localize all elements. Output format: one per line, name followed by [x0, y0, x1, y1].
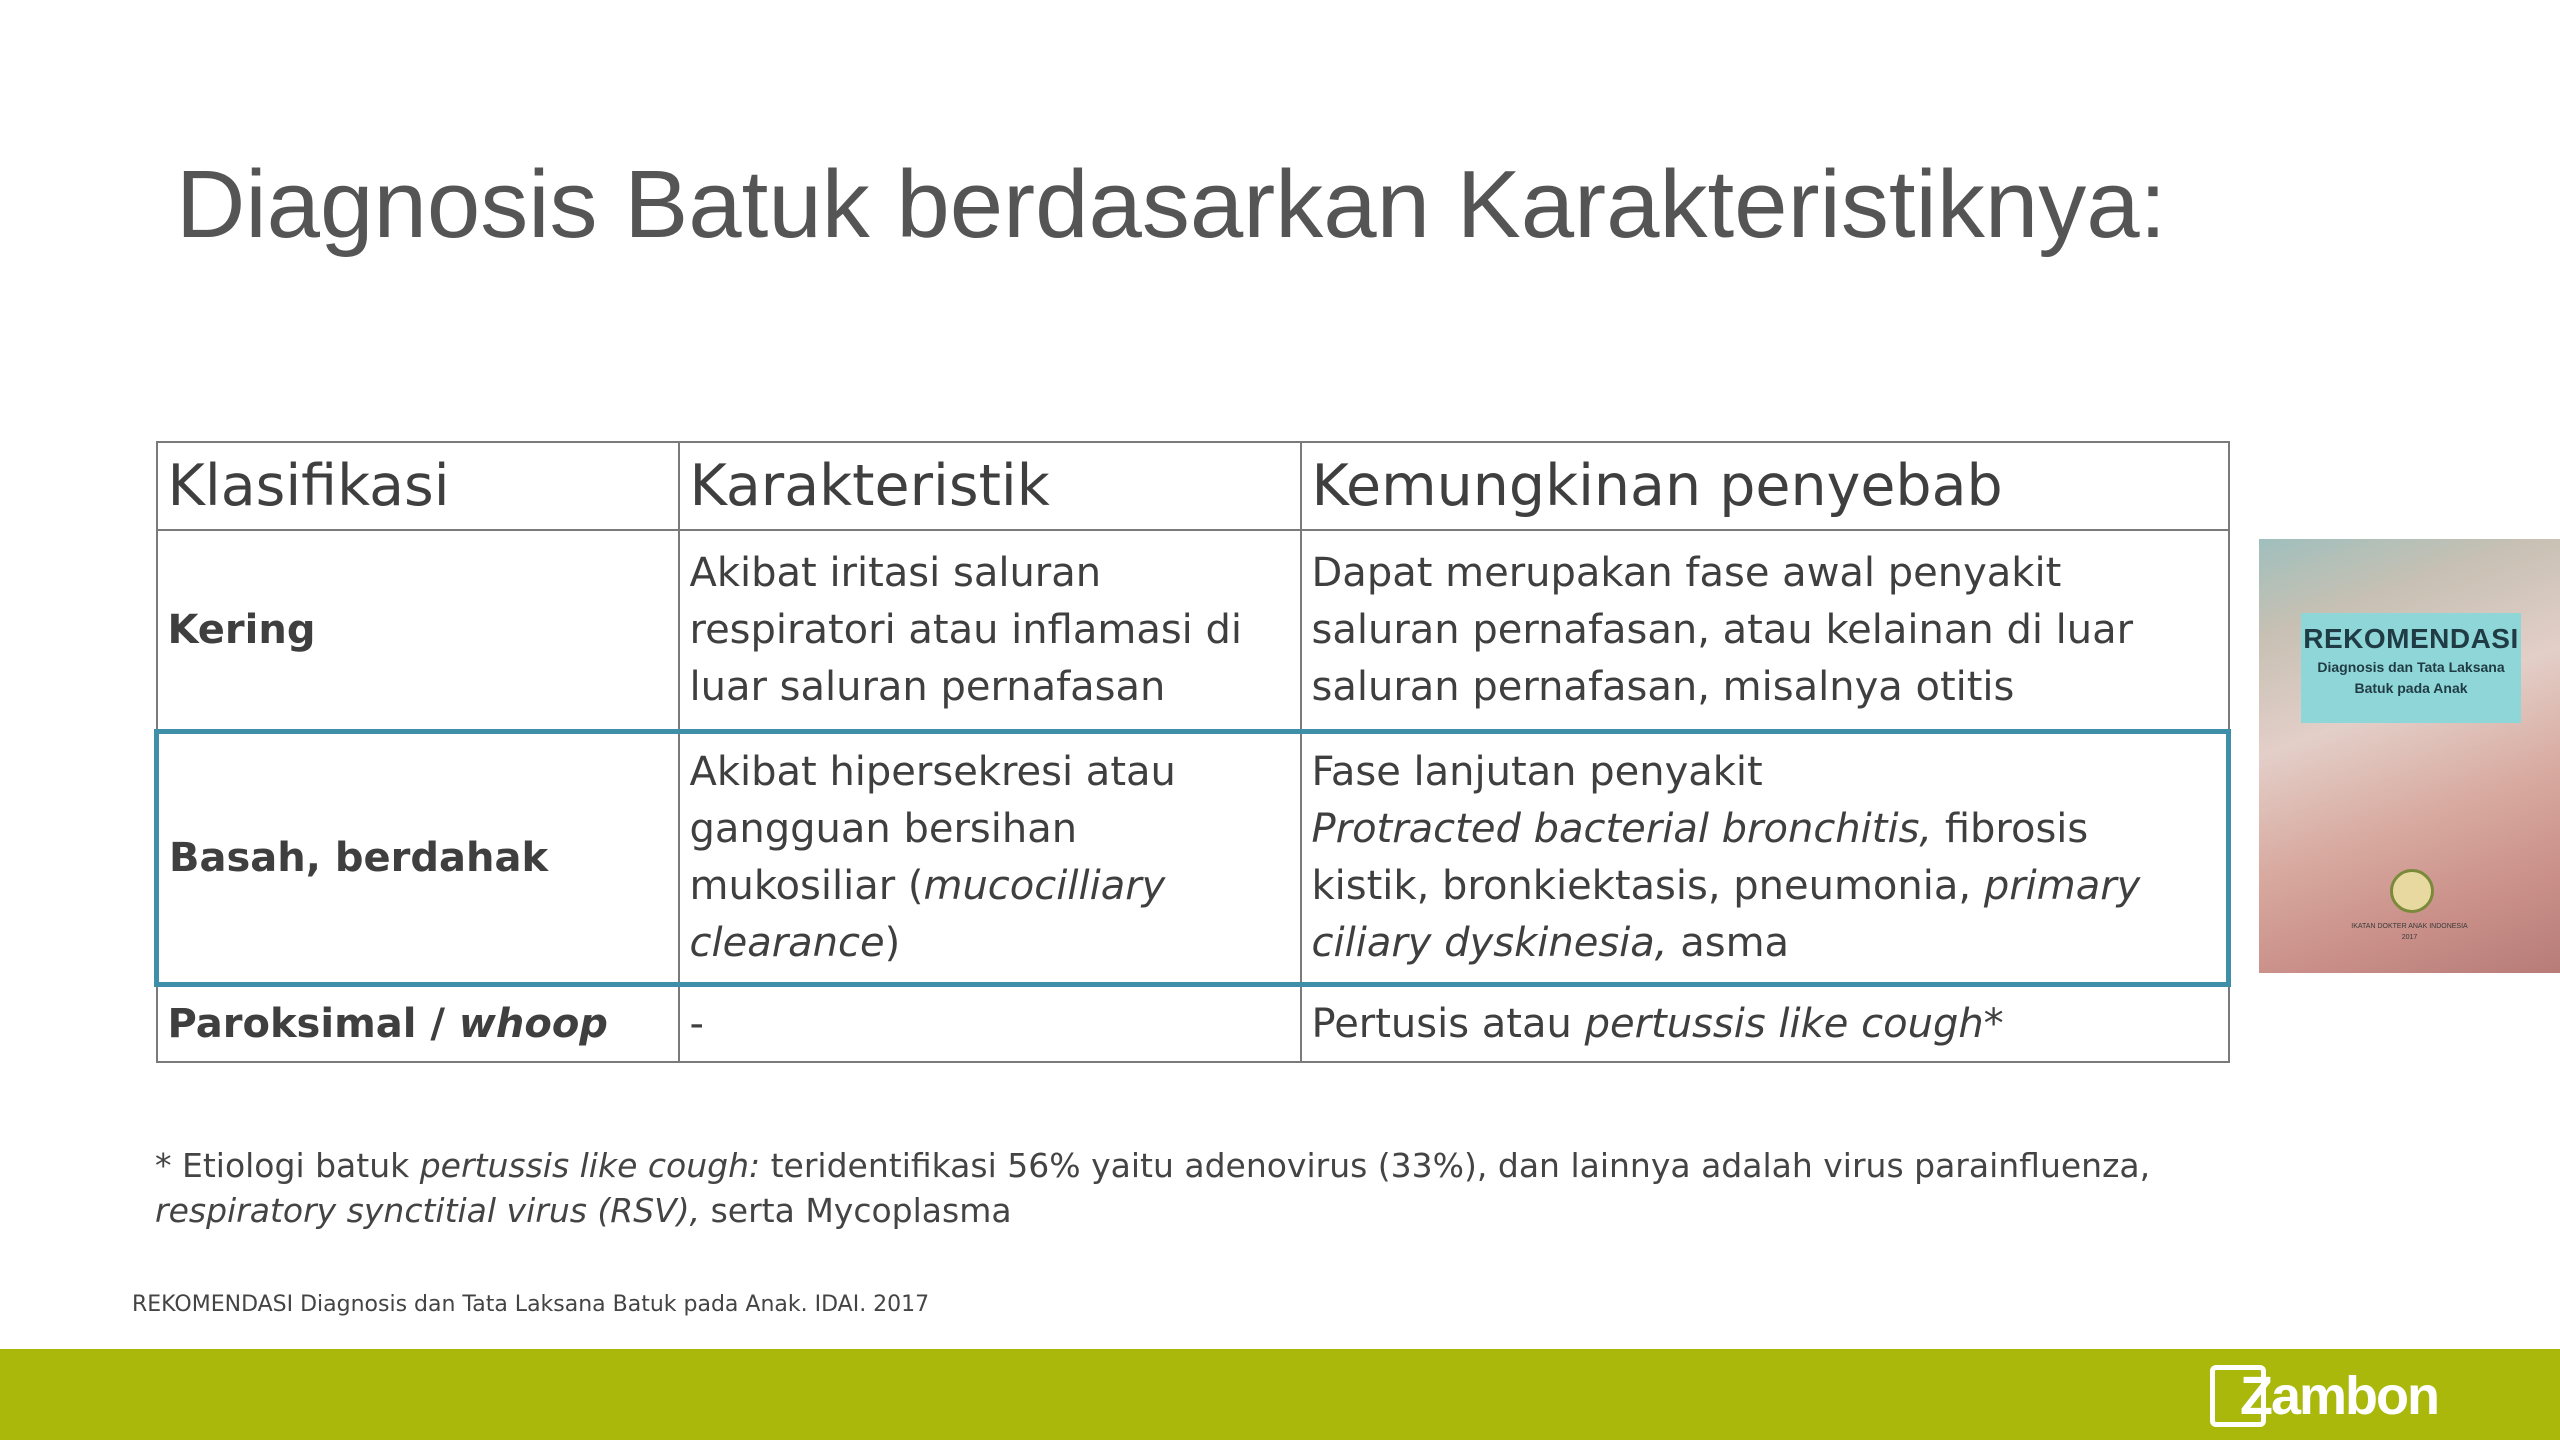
cover-publisher: IKATAN DOKTER ANAK INDONESIA [2351, 923, 2468, 930]
text-italic: mucocilliary clearance [689, 863, 1166, 966]
idai-seal-icon [2390, 869, 2434, 913]
book-cover-image [2259, 539, 2560, 973]
text-italic: primary ciliary dyskinesia, [1311, 863, 2141, 966]
cell-penyebab: Dapat merupakan fase awal penyakit saluran pernafasan, atau kelainan di luar saluran pernafasan, misalnya otitis [1301, 530, 2229, 732]
text: ) [884, 920, 901, 966]
footnote [155, 1143, 2305, 1233]
text: * Etiologi batuk [155, 1146, 420, 1185]
text: Akibat hipersekresi atau gangguan bersihan mukosiliar ( [689, 749, 1176, 909]
text-italic: pertussis like cough: [419, 1146, 761, 1185]
text-italic: Protracted bacterial bronchitis, [1311, 806, 1933, 852]
cell-penyebab [1301, 985, 2229, 1063]
slide-title: Diagnosis Batuk berdasarkan Karakteristiknya: [176, 151, 2167, 258]
text: serta Mycoplasma [700, 1191, 1012, 1230]
text: Fase lanjutan penyakit [1311, 749, 1763, 795]
text-italic: whoop [458, 1000, 608, 1047]
cell-karakteristik [679, 732, 1301, 985]
text: teridentifikasi 56% yaitu adenovirus (33%), dan lainnya adalah virus parainfluenza, [760, 1146, 2151, 1185]
table-row [157, 530, 2229, 732]
text: asma [1667, 920, 1790, 966]
zambon-logo [2210, 1365, 2460, 1427]
cell-klasifikasi: Basah, berdahak [157, 732, 679, 985]
table-header-row [157, 442, 2229, 530]
text: Pertusis atau [1311, 1000, 1585, 1047]
cover-subtitle-line2: Batuk pada Anak [2354, 680, 2468, 696]
cover-year: 2017 [2401, 934, 2418, 941]
header-klasifikasi: Klasifikasi [157, 442, 679, 530]
footer-bar [0, 1349, 2560, 1440]
text: fibrosis kistik, bronkiektasis, pneumonia, [1311, 806, 2089, 909]
cell-karakteristik: - [679, 985, 1301, 1063]
cover-heading: REKOMENDASI [2303, 623, 2519, 654]
diagnosis-table [154, 441, 2231, 1063]
logo-text: Zambon [2240, 1366, 2438, 1426]
source-citation: REKOMENDASI Diagnosis dan Tata Laksana Batuk pada Anak. IDAI. 2017 [132, 1292, 930, 1317]
cover-title-band [2301, 613, 2521, 723]
table-row-highlighted [157, 732, 2229, 985]
header-karakteristik: Karakteristik [679, 442, 1301, 530]
cell-penyebab [1301, 732, 2229, 985]
header-penyebab: Kemungkinan penyebab [1301, 442, 2229, 530]
cell-karakteristik: Akibat iritasi saluran respiratori atau inflamasi di luar saluran pernafasan [679, 530, 1301, 732]
cover-subtitle-line1: Diagnosis dan Tata Laksana [2317, 659, 2505, 675]
text-italic: pertussis like cough* [1584, 1000, 2004, 1047]
table-row [157, 985, 2229, 1063]
text: Paroksimal / [167, 1000, 459, 1047]
cell-klasifikasi [157, 985, 679, 1063]
text-italic: respiratory synctitial virus (RSV), [155, 1191, 701, 1230]
cell-klasifikasi: Kering [157, 530, 679, 732]
